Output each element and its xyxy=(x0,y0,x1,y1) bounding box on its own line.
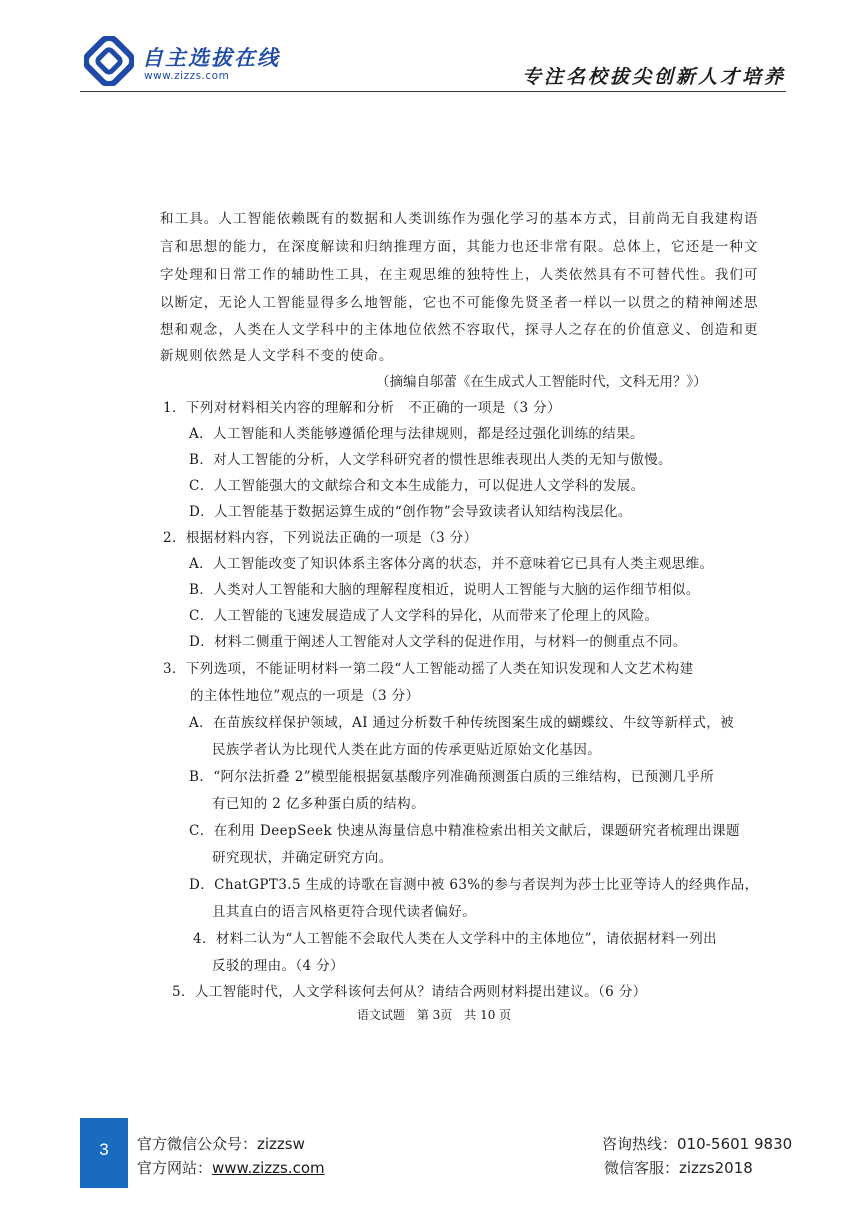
option-b: B．“阿尔法折叠 2”模型能根据氨基酸序列准确预测蛋白质的三维结构，已预测几乎所 xyxy=(189,769,715,785)
option-b-cont: 有已知的 2 亿多种蛋白质的结构。 xyxy=(212,796,425,812)
option-d: D．材料二侧重于阐述人工智能对人文学科的促进作用，与材料一的侧重点不同。 xyxy=(189,634,687,650)
zizzs-logo-icon xyxy=(84,36,134,86)
question-stem: 3．下列选项，不能证明材料一第二段“人工智能动摇了人类在知识发现和人文艺术构建 xyxy=(163,661,694,677)
question-stem: 2．根据材料内容，下列说法正确的一项是（3 分） xyxy=(163,530,478,546)
option-d: D．ChatGPT3.5 生成的诗歌在盲测中被 63%的参与者误判为莎士比亚等诗人的经典作品， xyxy=(189,877,759,893)
question-stem: 4．材料二认为“人工智能不会取代人类在人文学科中的主体地位”，请依据材料一列出 xyxy=(193,931,717,947)
page-header xyxy=(0,0,868,100)
page-info: 语文试题 第 3页 共 10 页 xyxy=(356,1008,512,1022)
option-c-cont: 研究现状，并确定研究方向。 xyxy=(212,850,393,866)
option-d-cont: 且其直白的语言风格更符合现代读者偏好。 xyxy=(212,904,477,920)
wechat-account: 官方微信公众号：zizzsw xyxy=(137,1135,305,1153)
hotline: 咨询热线：010-5601 9830 xyxy=(602,1135,793,1153)
site-label: 官方网站： xyxy=(137,1159,213,1177)
header-divider xyxy=(80,91,786,92)
option-a: A．在苗族纹样保护领域，AI 通过分析数千种传统图案生成的蝴蝶纹、牛纹等新样式，被 xyxy=(189,715,735,731)
question-stem: 5．人工智能时代，人文学科该何去何从？请结合两则材料提出建议。（6 分） xyxy=(172,984,647,1000)
option-a-cont: 民族学者认为比现代人类在此方面的传承更贴近原始文化基因。 xyxy=(212,742,602,758)
option-c: C．人工智能强大的文献综合和文本生成能力，可以促进人文学科的发展。 xyxy=(189,478,645,494)
official-site xyxy=(137,1157,325,1178)
header-tagline: 专注名校拔尖创新人才培养 xyxy=(521,66,786,88)
option-b: B．人类对人工智能和大脑的理解程度相近，说明人工智能与大脑的运作细节相似。 xyxy=(189,582,700,598)
passage-line: 想和观念，人类在人文学科中的主体地位依然不容取代，探寻人之存在的价值意义、创造和更 xyxy=(160,322,759,338)
question-stem: 的主体性地位”观点的一项是（3 分） xyxy=(190,688,420,704)
option-b: B．对人工智能的分析，人文学科研究者的惯性思维表现出人类的无知与傲慢。 xyxy=(189,452,672,468)
question-stem-cont: 反驳的理由。（4 分） xyxy=(212,958,345,974)
passage-line: 和工具。人工智能依赖既有的数据和人类训练作为强化学习的基本方式，目前尚无自我建构语 xyxy=(160,211,759,227)
question-stem: 1．下列对材料相关内容的理解和分析 不正确的一项是（3 分） xyxy=(163,400,561,416)
option-c: C．人工智能的飞速发展造成了人文学科的异化，从而带来了伦理上的风险。 xyxy=(189,608,659,624)
option-a: A．人工智能改变了知识体系主客体分离的状态，并不意味着它已具有人类主观思维。 xyxy=(189,556,714,572)
logo-title: 自主选拔在线 xyxy=(142,45,280,70)
wechat-service: 微信客服：zizzs2018 xyxy=(604,1159,753,1177)
page-number: 3 xyxy=(99,1140,109,1159)
passage-line: 以断定，无论人工智能显得多么地智能，它也不可能像先贤圣者一样以一以贯之的精神阐述思 xyxy=(160,295,759,311)
passage-line: 新规则依然是人文学科不变的使命。 xyxy=(160,348,394,364)
option-d: D．人工智能基于数据运算生成的“创作物”会导致读者认知结构浅层化。 xyxy=(189,504,632,520)
passage-line: 言和思想的能力，在深度解读和归纳推理方面，其能力也还非常有限。总体上，它还是一种文 xyxy=(160,239,759,255)
passage-source: （摘编自邬蕾《在生成式人工智能时代，文科无用？》） xyxy=(376,374,707,390)
option-a: A．人工智能和人类能够遵循伦理与法律规则，都是经过强化训练的结果。 xyxy=(189,426,644,442)
logo-url: www.zizzs.com xyxy=(144,70,230,82)
site-link[interactable]: www.zizzs.com xyxy=(212,1159,325,1177)
option-c: C．在利用 DeepSeek 快速从海量信息中精准检索出相关文献后，课题研究者梳理出课题 xyxy=(189,823,740,839)
passage-line: 字处理和日常工作的辅助性工具，在主观思维的独特性上，人类依然具有不可替代性。我们可 xyxy=(160,267,759,283)
